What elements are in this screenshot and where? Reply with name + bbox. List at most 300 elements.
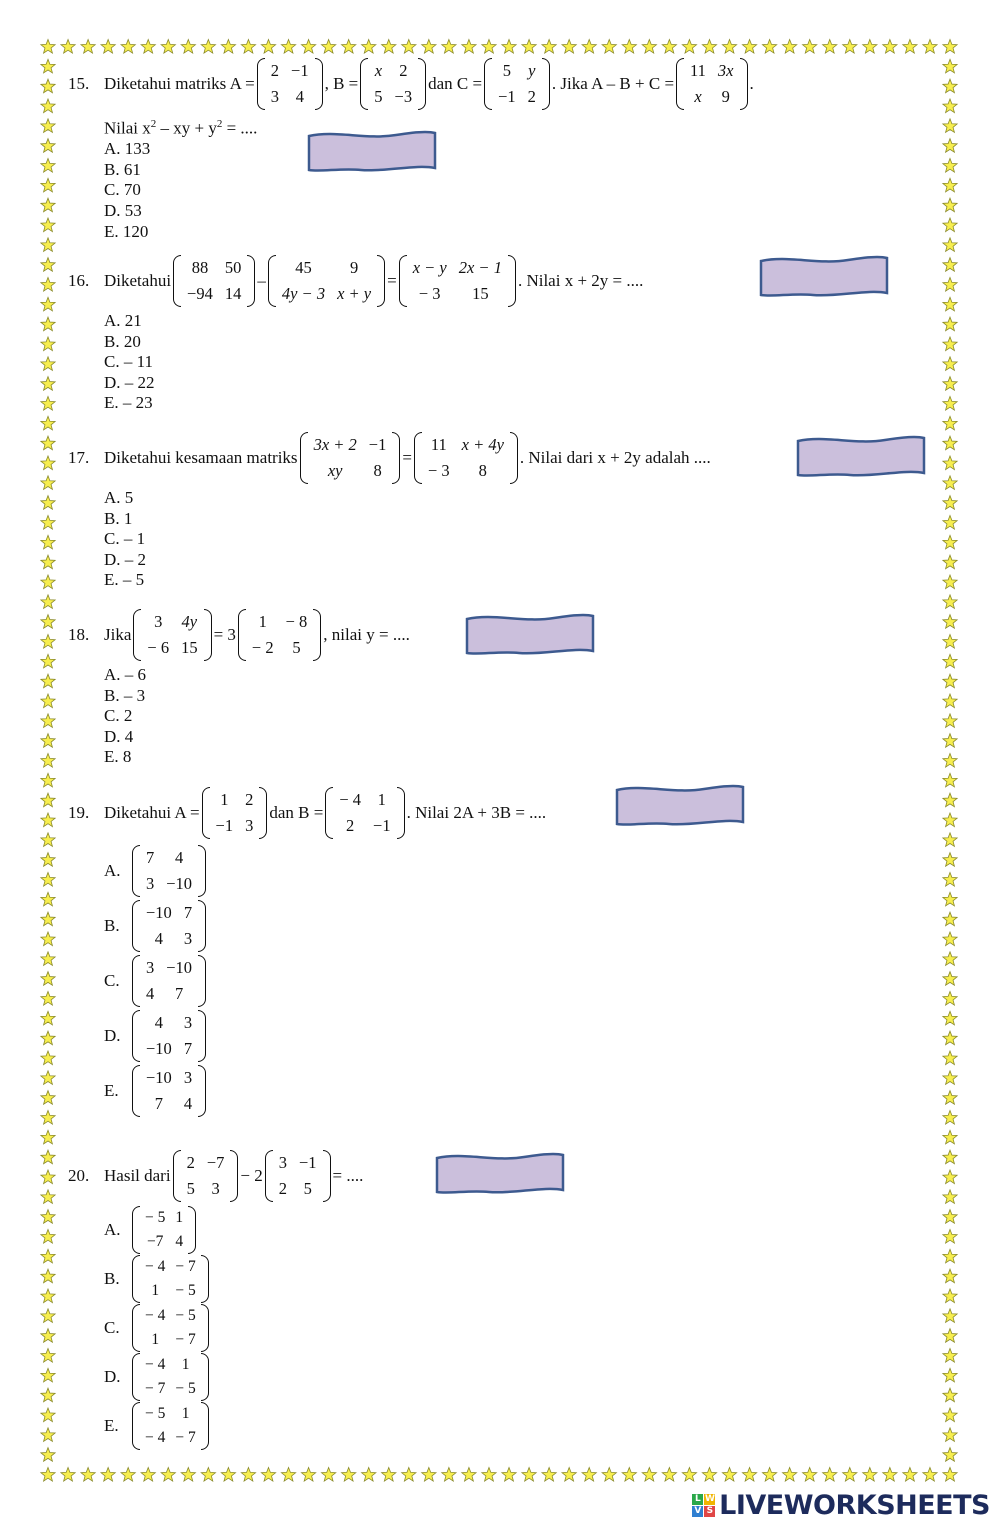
bracket-right	[201, 1304, 209, 1352]
star-icon	[943, 1329, 957, 1343]
question-text: .	[749, 74, 754, 93]
star-icon	[682, 1468, 696, 1482]
star-icon	[883, 1468, 897, 1482]
bracket-right	[198, 1065, 206, 1117]
bracket-right	[313, 609, 321, 661]
star-icon	[41, 1249, 55, 1263]
star-icon	[41, 40, 55, 54]
star-icon	[41, 1408, 55, 1422]
matrix-cell: 7	[154, 1094, 164, 1113]
matrix-cell: 1	[175, 1209, 184, 1226]
options-list	[104, 1206, 363, 1450]
matrix-cell: 5	[186, 1179, 195, 1198]
star-icon	[622, 40, 636, 54]
matrix-cell: 1	[220, 790, 229, 809]
star-icon	[943, 516, 957, 530]
star-icon	[41, 1190, 55, 1204]
matrix-cell: −10	[146, 1068, 172, 1087]
bracket-right	[740, 58, 748, 110]
star-icon	[943, 1210, 957, 1224]
star-icon	[582, 40, 596, 54]
option-label: A.	[104, 1219, 121, 1239]
bracket-right	[542, 58, 550, 110]
star-icon	[41, 1230, 55, 1244]
matrix-cell: 50	[224, 258, 242, 277]
option-d	[104, 1010, 546, 1062]
star-icon	[41, 59, 55, 73]
star-icon	[101, 1468, 115, 1482]
star-icon	[41, 1091, 55, 1105]
matrix-cell: 3	[146, 958, 155, 977]
star-icon	[943, 159, 957, 173]
matrix-cell: 2	[527, 87, 536, 106]
matrix-cell: 11	[430, 435, 447, 454]
question-text: Diketahui	[104, 271, 172, 290]
matrix-cell: − 4	[145, 1429, 166, 1446]
star-icon	[41, 654, 55, 668]
star-icon	[41, 377, 55, 391]
option-d: D. – 2	[104, 549, 147, 569]
matrix-a	[202, 787, 268, 839]
option-a: A. 133	[104, 139, 151, 159]
star-icon	[41, 1111, 55, 1125]
question-text: . Nilai 2A + 3B = ....	[406, 803, 547, 822]
star-icon	[943, 773, 957, 787]
star-icon	[41, 1130, 55, 1144]
option-a: A. 21	[104, 311, 142, 330]
bracket-right	[397, 787, 405, 839]
option-c	[104, 955, 546, 1007]
star-icon	[41, 496, 55, 510]
operator: − 2	[240, 1166, 263, 1185]
star-icon	[943, 1011, 957, 1025]
matrix-cell: 3	[183, 1013, 193, 1032]
star-icon	[41, 793, 55, 807]
question-number: 15.	[68, 74, 90, 93]
matrix-b	[325, 787, 404, 839]
star-icon	[943, 853, 957, 867]
star-icon	[943, 635, 957, 649]
matrix-cell: 1	[377, 790, 386, 809]
question-text: Diketahui A =	[104, 803, 200, 822]
matrix-cell: −94	[187, 284, 213, 303]
star-icon	[41, 754, 55, 768]
star-icon	[41, 575, 55, 589]
question-text: . Jika A – B + C =	[551, 74, 675, 93]
star-icon	[41, 734, 55, 748]
star-icon	[41, 1269, 55, 1283]
matrix-cell: −10	[166, 958, 193, 977]
star-icon	[943, 793, 957, 807]
star-icon	[141, 40, 155, 54]
matrix-cell: − 7	[175, 1331, 196, 1348]
matrix-cell: 3	[270, 87, 280, 106]
answer-input-15[interactable]	[306, 128, 438, 174]
matrix-cell: 1	[258, 612, 267, 631]
bracket-left	[399, 255, 407, 307]
option-label: D.	[104, 1025, 121, 1045]
star-icon	[41, 912, 55, 926]
star-icon	[943, 1468, 957, 1482]
question-number: 16.	[68, 271, 90, 290]
star-icon	[41, 139, 55, 153]
star-icon	[221, 1468, 235, 1482]
matrix-cell: 5	[374, 87, 383, 106]
matrix-cell: 2	[346, 816, 355, 835]
star-icon	[41, 932, 55, 946]
star-icon	[662, 1468, 676, 1482]
star-icon	[943, 1408, 957, 1422]
bracket-right	[392, 432, 400, 484]
star-icon	[41, 1031, 55, 1045]
option-matrix	[132, 1353, 209, 1401]
bracket-left	[132, 1255, 140, 1303]
matrix-cell: −1	[298, 1153, 317, 1172]
star-icon	[41, 178, 55, 192]
star-icon	[943, 992, 957, 1006]
option-matrix	[132, 1304, 209, 1352]
star-icon	[943, 278, 957, 292]
star-icon	[41, 714, 55, 728]
operator: = 3	[213, 625, 236, 644]
answer-input-20[interactable]	[434, 1150, 566, 1196]
matrix-cell: − 4	[145, 1307, 166, 1324]
star-icon	[943, 1428, 957, 1442]
star-icon	[41, 1011, 55, 1025]
star-icon	[943, 1170, 957, 1184]
star-icon	[562, 1468, 576, 1482]
star-icon	[121, 1468, 135, 1482]
bracket-left	[133, 609, 141, 661]
matrix-cell: − 4	[145, 1258, 166, 1275]
matrix-cell: −10	[166, 874, 193, 893]
star-icon	[41, 615, 55, 629]
matrix-cell: 3	[183, 1068, 193, 1087]
matrix-cell: −1	[291, 61, 309, 80]
option-label: C.	[104, 970, 120, 990]
star-icon	[662, 40, 676, 54]
bracket-right	[259, 787, 267, 839]
bracket-left	[132, 845, 140, 897]
bracket-right	[247, 255, 255, 307]
matrix-cell: 88	[191, 258, 209, 277]
star-icon	[442, 1468, 456, 1482]
star-icon	[41, 1448, 55, 1462]
star-icon	[843, 40, 857, 54]
star-icon	[722, 1468, 736, 1482]
option-matrix	[132, 1010, 206, 1062]
answer-input-18[interactable]	[464, 611, 596, 657]
star-icon	[382, 1468, 396, 1482]
star-icon	[61, 1468, 75, 1482]
matrix-cell: − 7	[175, 1258, 196, 1275]
answer-input-17[interactable]	[795, 433, 927, 479]
star-icon	[41, 873, 55, 887]
matrix-a	[300, 432, 401, 484]
matrix-cell: − 4	[339, 790, 362, 809]
star-icon	[41, 1368, 55, 1382]
question-text: dan C =	[428, 74, 483, 93]
star-icon	[823, 40, 837, 54]
question-text: . Nilai x + 2y = ....	[517, 271, 644, 290]
matrix-cell: 1	[151, 1331, 160, 1348]
matrix-cell: 4	[295, 87, 304, 106]
star-icon	[321, 1468, 335, 1482]
option-a	[104, 845, 546, 897]
star-icon	[41, 992, 55, 1006]
bracket-right	[198, 1010, 206, 1062]
star-icon	[41, 1309, 55, 1323]
option-label: B.	[104, 915, 120, 935]
star-icon	[41, 972, 55, 986]
question-text: Hasil dari	[104, 1166, 171, 1185]
star-icon	[943, 714, 957, 728]
bracket-right	[201, 1402, 209, 1450]
star-icon	[943, 1111, 957, 1125]
question-20	[68, 1150, 363, 1451]
star-icon	[261, 40, 275, 54]
star-icon	[121, 40, 135, 54]
star-icon	[362, 40, 376, 54]
matrix-cell: − 5	[175, 1380, 196, 1397]
option-c	[104, 1304, 363, 1352]
star-icon	[742, 1468, 756, 1482]
star-icon	[582, 1468, 596, 1482]
matrix-cell: 8	[373, 461, 382, 480]
star-icon	[943, 238, 957, 252]
matrix-d	[676, 58, 747, 110]
matrix-cell: −10	[146, 1039, 172, 1058]
star-icon	[41, 278, 55, 292]
star-icon	[41, 79, 55, 93]
matrix-b	[414, 432, 518, 484]
star-icon	[943, 892, 957, 906]
star-icon	[61, 40, 75, 54]
question-number: 17.	[68, 448, 90, 467]
star-icon	[321, 40, 335, 54]
star-icon	[702, 1468, 716, 1482]
star-icon	[502, 40, 516, 54]
star-icon	[502, 1468, 516, 1482]
star-icon	[41, 1170, 55, 1184]
star-icon	[943, 357, 957, 371]
liveworksheets-logo	[692, 1490, 990, 1521]
star-icon	[41, 1428, 55, 1442]
option-a: A. 5	[104, 488, 134, 507]
option-label: C.	[104, 1317, 120, 1337]
star-icon	[462, 1468, 476, 1482]
answer-input-19[interactable]	[614, 782, 746, 828]
star-icon	[542, 40, 556, 54]
star-icon	[943, 1031, 957, 1045]
bracket-left	[676, 58, 684, 110]
bracket-left	[173, 255, 181, 307]
star-icon	[602, 1468, 616, 1482]
question-number: 18.	[68, 625, 90, 644]
option-a: A. – 6	[104, 665, 147, 684]
matrix-cell: 3	[183, 929, 193, 948]
star-icon	[943, 178, 957, 192]
star-icon	[943, 615, 957, 629]
star-icon	[41, 674, 55, 688]
star-icon	[221, 40, 235, 54]
star-icon	[41, 159, 55, 173]
star-icon	[783, 1468, 797, 1482]
star-icon	[943, 1091, 957, 1105]
bracket-left	[132, 1304, 140, 1352]
star-icon	[41, 337, 55, 351]
star-icon	[943, 416, 957, 430]
bracket-right	[201, 1255, 209, 1303]
matrix-cell: −7	[206, 1153, 225, 1172]
star-icon	[41, 218, 55, 232]
star-icon	[422, 40, 436, 54]
star-icon	[943, 496, 957, 510]
matrix-a	[133, 609, 211, 661]
matrix-cell: 1	[181, 1356, 190, 1373]
bracket-left	[484, 58, 492, 110]
matrix-cell: 2	[186, 1153, 195, 1172]
option-d	[104, 1353, 363, 1401]
star-icon	[422, 1468, 436, 1482]
star-icon	[382, 40, 396, 54]
star-icon	[642, 1468, 656, 1482]
question-text: , B =	[324, 74, 359, 93]
matrix-cell: 3x + 2	[313, 435, 357, 454]
star-icon	[943, 694, 957, 708]
bracket-left	[268, 255, 276, 307]
star-icon	[943, 436, 957, 450]
matrix-cell: − 8	[285, 612, 308, 631]
bracket-right	[201, 1353, 209, 1401]
star-icon	[41, 1388, 55, 1402]
matrix-cell: 2	[399, 61, 408, 80]
bracket-left	[265, 1150, 273, 1202]
bracket-right	[204, 609, 212, 661]
matrix-cell: −1	[373, 816, 391, 835]
star-icon	[923, 1468, 937, 1482]
star-icon	[261, 1468, 275, 1482]
star-icon	[562, 40, 576, 54]
star-icon	[41, 1468, 55, 1482]
option-e	[104, 1065, 546, 1117]
question-text: Diketahui kesamaan matriks	[104, 448, 298, 467]
star-icon	[923, 40, 937, 54]
star-icon	[41, 892, 55, 906]
option-d: D. 4	[104, 726, 134, 746]
matrix-cell: 5	[303, 1179, 312, 1198]
option-c: C. 2	[104, 706, 133, 726]
star-icon	[41, 416, 55, 430]
matrix-cell: x + 4y	[461, 435, 504, 454]
star-icon	[41, 357, 55, 371]
matrix-cell: 9	[721, 87, 730, 106]
star-icon	[41, 476, 55, 490]
star-icon	[41, 773, 55, 787]
star-icon	[943, 397, 957, 411]
question-17	[68, 432, 711, 591]
matrix-cell: x	[694, 87, 702, 106]
bracket-right	[510, 432, 518, 484]
question-number: 20.	[68, 1166, 90, 1185]
matrix-cell: 11	[690, 61, 706, 80]
star-icon	[903, 40, 917, 54]
matrix-cell: 4	[175, 1233, 184, 1250]
star-icon	[41, 1289, 55, 1303]
answer-input-16[interactable]	[758, 253, 890, 299]
matrix-c	[484, 58, 550, 110]
option-matrix	[132, 900, 206, 952]
bracket-left	[132, 900, 140, 952]
matrix-cell: 15	[472, 284, 489, 303]
star-icon	[41, 1071, 55, 1085]
star-icon	[41, 635, 55, 649]
bracket-right	[230, 1150, 238, 1202]
matrix-cell: 3	[278, 1153, 287, 1172]
star-icon	[943, 1289, 957, 1303]
matrix-cell: y	[528, 61, 536, 80]
matrix-cell: − 5	[145, 1405, 166, 1422]
option-matrix	[132, 955, 206, 1007]
star-icon	[943, 754, 957, 768]
star-icon	[442, 40, 456, 54]
star-icon	[482, 40, 496, 54]
option-a	[104, 1206, 363, 1254]
bracket-left	[300, 432, 308, 484]
operator: –	[257, 271, 266, 290]
matrix-cell: − 7	[175, 1429, 196, 1446]
star-icon	[943, 198, 957, 212]
star-icon	[622, 1468, 636, 1482]
bracket-right	[315, 58, 323, 110]
bracket-left	[414, 432, 422, 484]
question-16	[68, 255, 643, 414]
star-icon	[762, 1468, 776, 1482]
bracket-right	[377, 255, 385, 307]
star-icon	[863, 40, 877, 54]
matrix-cell: − 5	[175, 1282, 196, 1299]
star-icon	[943, 813, 957, 827]
star-icon	[943, 1051, 957, 1065]
star-icon	[41, 1349, 55, 1363]
options-list	[104, 845, 546, 1117]
star-icon	[402, 40, 416, 54]
star-icon	[41, 555, 55, 569]
matrix-a	[173, 255, 255, 307]
star-icon	[41, 516, 55, 530]
star-icon	[462, 40, 476, 54]
star-icon	[362, 1468, 376, 1482]
star-icon	[943, 258, 957, 272]
matrix-cell: 7	[183, 903, 193, 922]
star-icon	[41, 119, 55, 133]
matrix-cell: 45	[295, 258, 312, 277]
star-icon	[943, 476, 957, 490]
matrix-cell: 2	[270, 61, 280, 80]
matrix-cell: 2x − 1	[458, 258, 502, 277]
matrix-cell: − 5	[145, 1209, 166, 1226]
option-e: E. 8	[104, 747, 132, 767]
matrix-cell: 5	[292, 638, 301, 657]
star-icon	[41, 952, 55, 966]
star-icon	[943, 337, 957, 351]
star-icon	[943, 1071, 957, 1085]
matrix-cell: 1	[151, 1282, 160, 1299]
option-matrix	[132, 1255, 209, 1303]
star-icon	[402, 1468, 416, 1482]
star-icon	[943, 595, 957, 609]
matrix-cell: 4	[154, 929, 164, 948]
